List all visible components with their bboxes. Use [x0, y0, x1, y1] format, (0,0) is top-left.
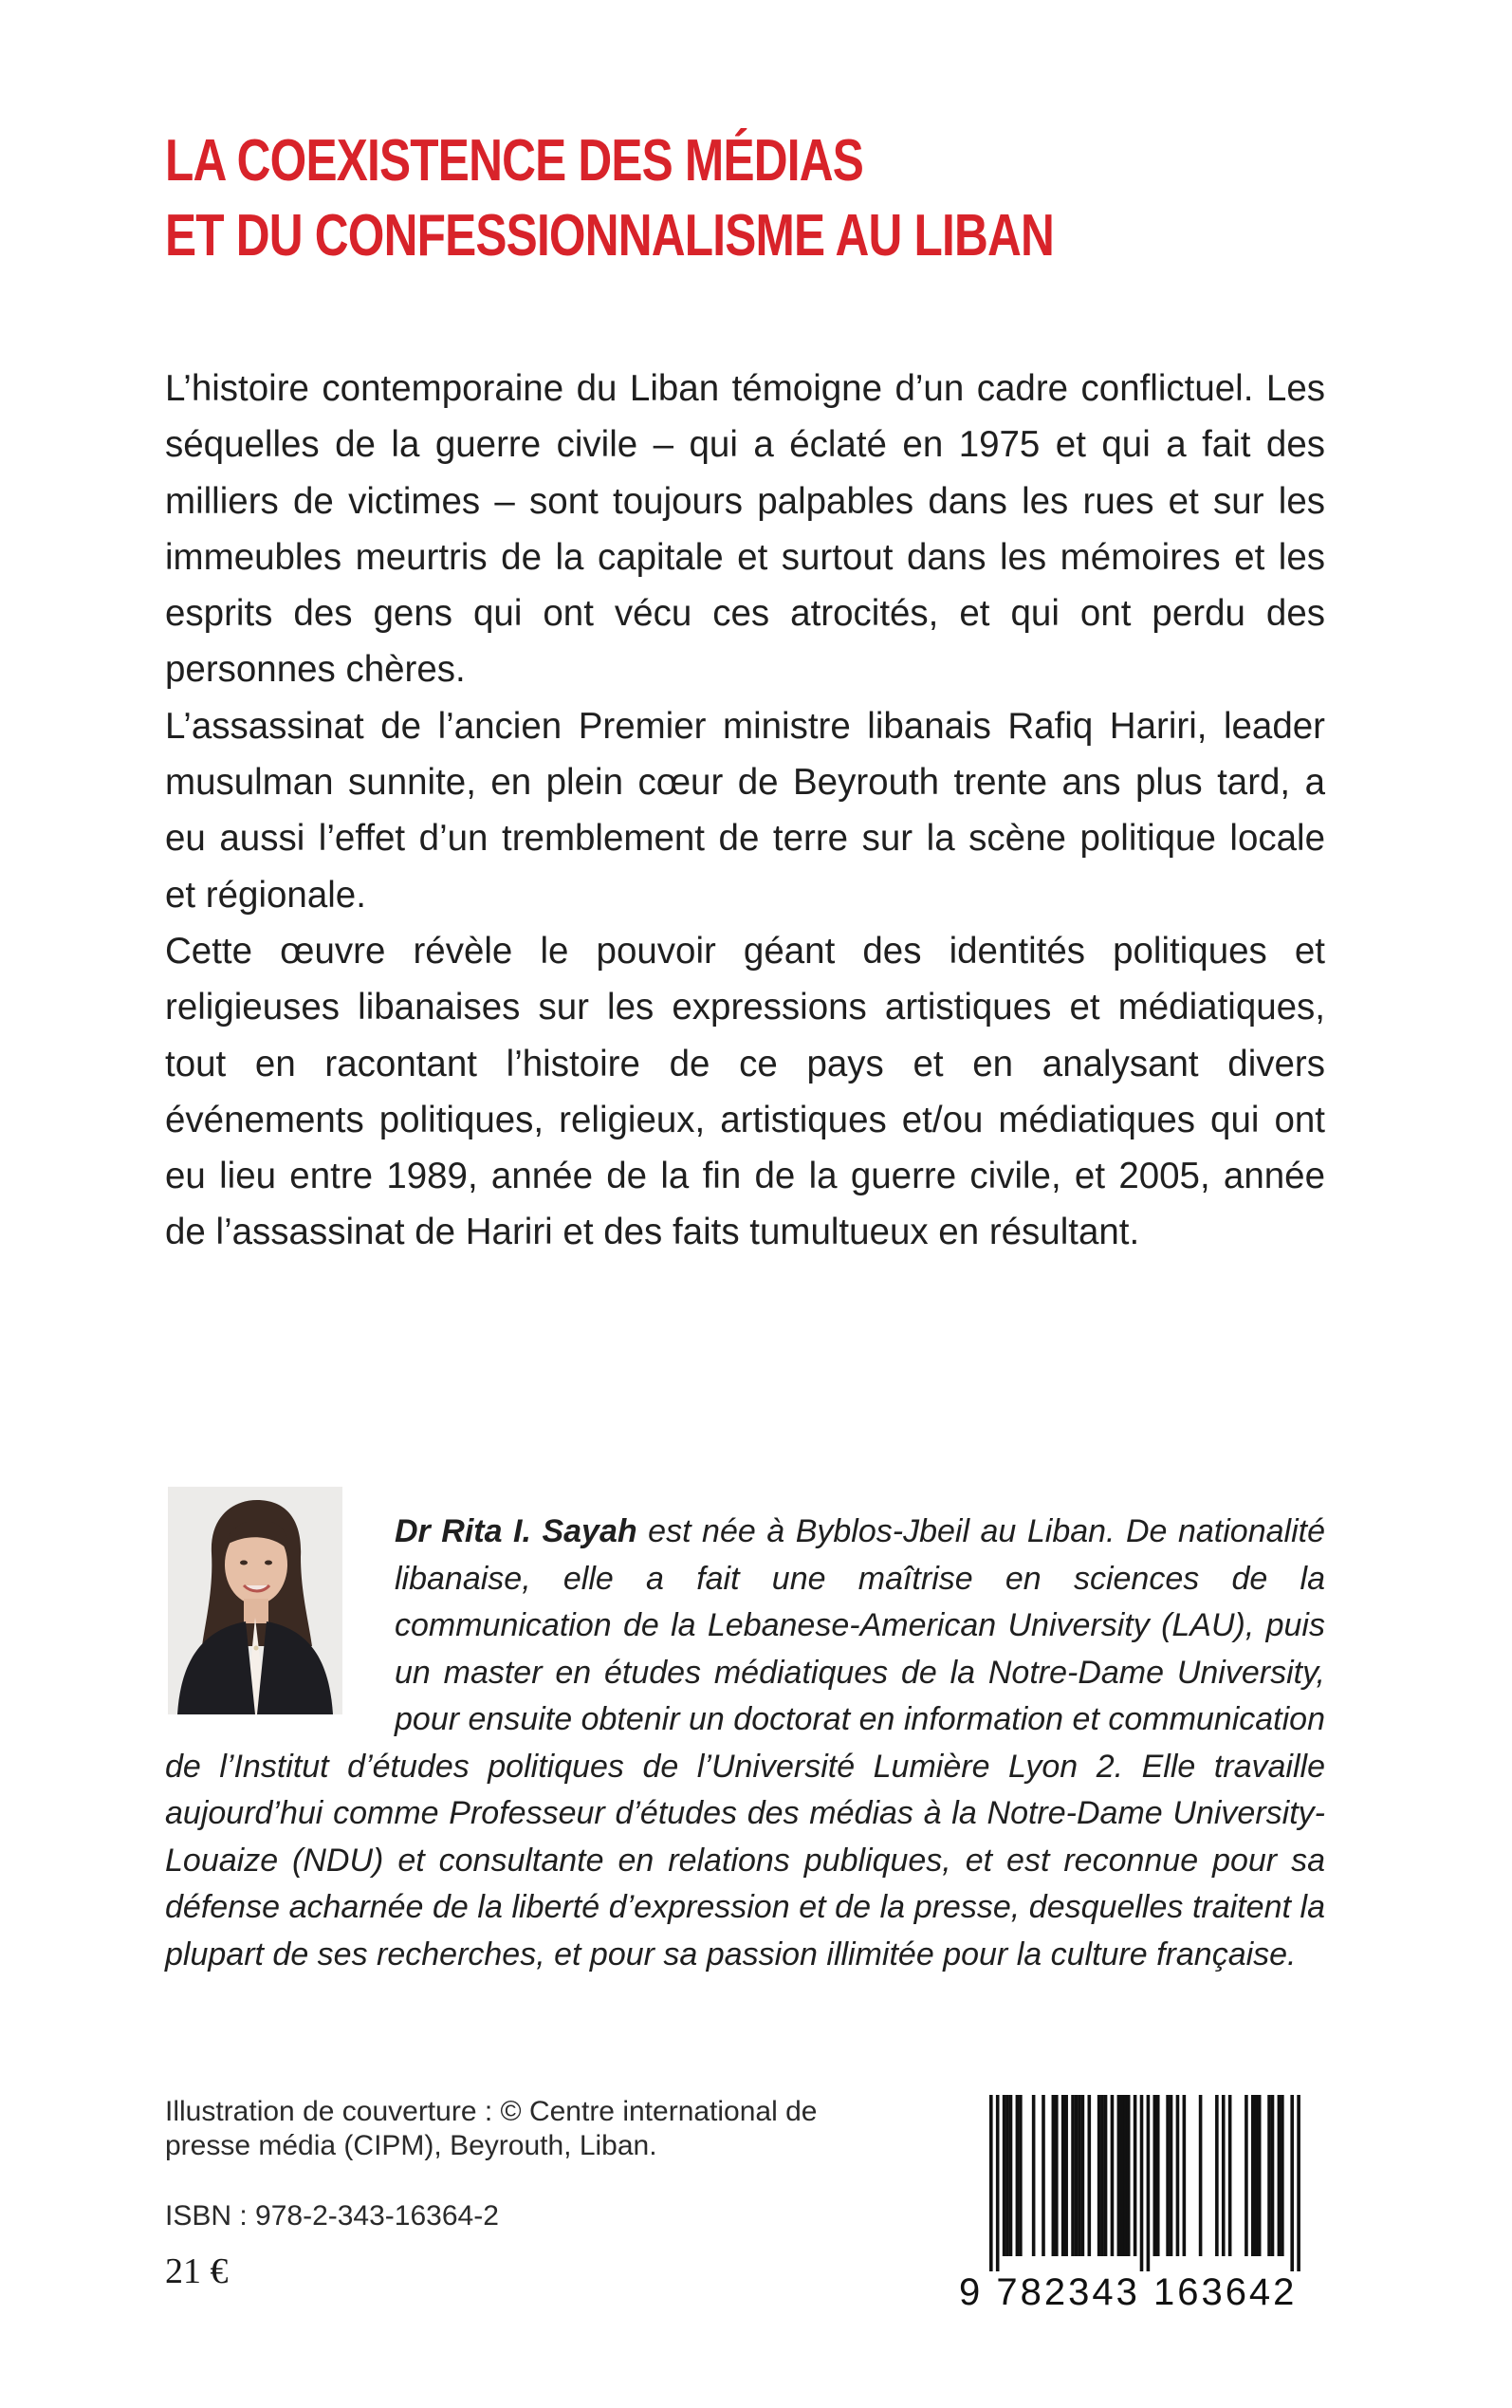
barcode-bar — [1032, 2095, 1036, 2256]
barcode-bar — [1088, 2095, 1092, 2256]
barcode-digits: 9 782343 163642 — [959, 2271, 1298, 2313]
barcode-bar — [1003, 2095, 1006, 2256]
barcode-bar — [1100, 2095, 1104, 2256]
barcode-bar — [1016, 2095, 1020, 2256]
book-title-line-2: ET DU CONFESSIONNALISME AU LIBAN — [165, 203, 1055, 269]
author-bio — [165, 1509, 1325, 1978]
barcode-bar — [1267, 2095, 1271, 2256]
author-name: Dr Rita I. Sayah — [395, 1513, 637, 1549]
barcode-bar — [1245, 2095, 1248, 2256]
barcode-bar — [1183, 2095, 1187, 2256]
barcode-bar — [1153, 2095, 1157, 2256]
cover-illustration-credit: Illustration de couverture : © Centre international de presse média (CIPM), Beyrouth, Liban. — [165, 2096, 818, 2161]
barcode-bar — [1075, 2095, 1079, 2256]
barcode-bar — [1176, 2095, 1180, 2256]
barcode-bar — [996, 2095, 1000, 2271]
barcode-bar — [1064, 2095, 1068, 2256]
isbn-barcode — [959, 2095, 1337, 2315]
book-title — [165, 123, 1114, 273]
barcode-bar — [1156, 2095, 1160, 2256]
barcode-bar — [1147, 2095, 1151, 2271]
portrait-spacer — [165, 1509, 395, 1734]
barcode-bar — [1170, 2095, 1173, 2256]
summary-paragraph-3: Cette œuvre révèle le pouvoir géant des identités politiques et religieuses libanaises sur les expressions artistiques et médiatiques, tout en racontant l’histoire de ce pays et en analysant divers événements politiques, religieux, artistiques et/ou médiatiques qui ont eu lieu entre 1989, année de la fin de la guerre civile, et 2005, année de l’assassinat de Hariri et des faits tumultueux en résultant. — [165, 930, 1325, 1253]
barcode-bar — [1199, 2095, 1203, 2256]
barcode-bar — [1258, 2095, 1262, 2256]
barcode-bar — [1290, 2095, 1294, 2271]
barcode-bar — [1297, 2095, 1300, 2271]
price-label: 21 € — [165, 2251, 229, 2291]
book-summary — [165, 361, 1325, 1261]
barcode-bar — [989, 2095, 993, 2271]
barcode-bar — [1019, 2095, 1023, 2256]
barcode-bar — [1009, 2095, 1013, 2256]
barcode-bar — [1228, 2095, 1232, 2256]
barcode-bar — [1166, 2095, 1170, 2256]
barcode-bar — [1061, 2095, 1065, 2256]
barcode-bar — [1005, 2095, 1009, 2256]
summary-paragraph-2: L’assassinat de l’ancien Premier ministre libanais Rafiq Hariri, leader musulman sunnite, en plein cœur de Beyrouth trente ans plus tard, a eu aussi l’effet d’un tremblement de terre sur la scène politique locale et régionale. — [165, 705, 1325, 916]
barcode-bar — [1281, 2095, 1284, 2256]
barcode-bar — [1078, 2095, 1081, 2256]
barcode-bar — [1127, 2095, 1131, 2256]
barcode-bar — [1134, 2095, 1137, 2256]
isbn-label: ISBN : 978-2-343-16364-2 — [165, 2200, 499, 2232]
barcode-bar — [1052, 2095, 1056, 2256]
barcode-bar — [1222, 2095, 1226, 2256]
barcode-bar — [1071, 2095, 1075, 2256]
book-title-line-1: LA COEXISTENCE DES MÉDIAS — [165, 128, 864, 194]
barcode-bar — [1120, 2095, 1124, 2256]
author-bio-body: est née à Byblos-Jbeil au Liban. De nationalité libanaise, elle a fait une maîtrise en sciences de la communication de la Lebanese-American University (LAU), puis un master en études médiatiques de la Notre-Dame University, pour ensuite obtenir un doctorat en information et communication de l’Institut d’études politiques de l’Université Lumière Lyon 2. Elle travaille aujourd’hui comme Professeur d’études des médias à la Notre-Dame University-Louaize (NDU) et consultante en relations publiques, et est reconnue pour sa défense acharnée de la liberté d’expression et de la presse, desquelles traitent la plupart de ses recherches, et pour sa passion illimitée pour la culture française. — [165, 1513, 1325, 1973]
barcode-bar — [1140, 2095, 1144, 2271]
barcode-bar — [1123, 2095, 1127, 2256]
barcode-bars — [959, 2095, 1337, 2271]
barcode-bar — [1042, 2095, 1045, 2256]
barcode-bar — [1097, 2095, 1101, 2256]
barcode-bar — [1055, 2095, 1059, 2256]
barcode-bar — [1104, 2095, 1108, 2256]
barcode-bar — [1081, 2095, 1085, 2256]
barcode-bar — [1271, 2095, 1275, 2256]
barcode-bar — [1251, 2095, 1255, 2256]
barcode-bar — [1117, 2095, 1121, 2256]
barcode-bar — [1278, 2095, 1282, 2256]
barcode-bar — [1215, 2095, 1219, 2256]
summary-paragraph-1: L’histoire contemporaine du Liban témoigne d’un cadre conflictuel. Les séquelles de la guerre civile – qui a éclaté en 1975 et qui a fait des milliers de victimes – sont toujours palpables dans les rues et sur les immeubles meurtris de la capitale et surtout dans les mémoires et les esprits des gens qui ont vécu ces atrocités, et qui ont perdu des personnes chères. — [165, 368, 1325, 691]
barcode-bar — [1111, 2095, 1115, 2256]
barcode-bar — [1254, 2095, 1258, 2256]
